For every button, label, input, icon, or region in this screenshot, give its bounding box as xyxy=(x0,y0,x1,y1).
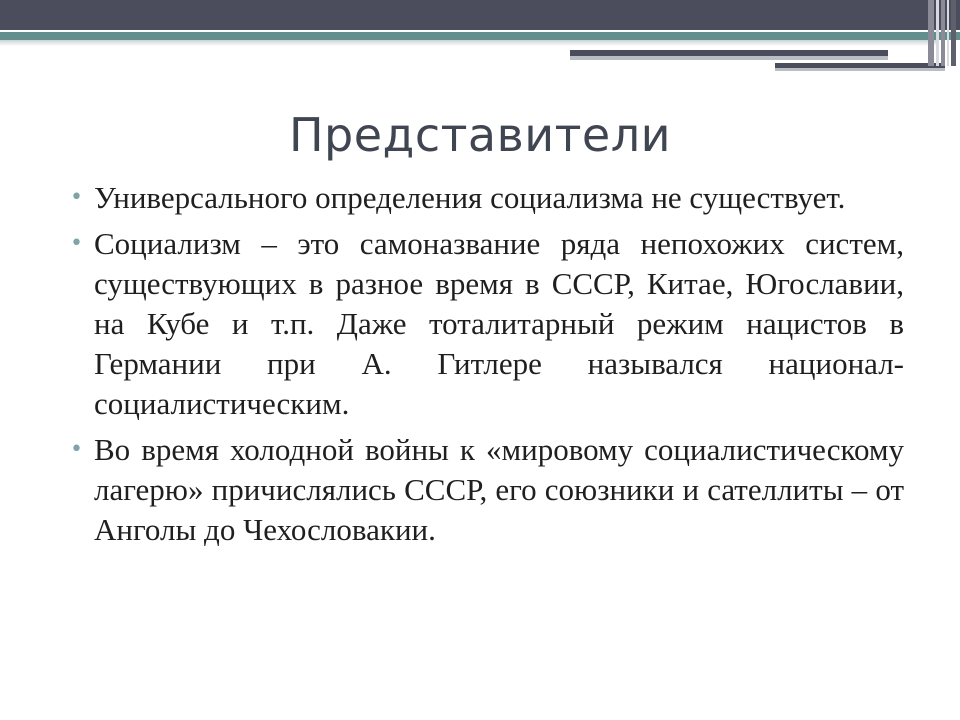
bullet-list xyxy=(70,178,904,556)
bullet-dot-icon: • xyxy=(70,437,83,462)
bullet-text: Универсального определения социализма не существует. xyxy=(94,180,846,215)
slide-title: Представители xyxy=(288,108,672,162)
bullet-dot-icon: • xyxy=(70,231,83,256)
bullet-item xyxy=(70,430,904,550)
header-stripe xyxy=(947,0,949,66)
header-stripe xyxy=(941,0,945,66)
header-teal-bar xyxy=(0,32,938,40)
header-stripe xyxy=(928,0,934,66)
header-dark-bar xyxy=(0,0,960,30)
bullet-item xyxy=(70,178,904,218)
header-accent-bar-lower-shadow xyxy=(775,68,945,71)
bullet-text: Социализм – это самоназвание ряда непохожих систем, существующих в разное время в СССР, Китае, Югославии, на Кубе и т.п. Даже тоталитарный режим нацистов в Германии при А. Гитлере назывался национал-социалистическим. xyxy=(94,226,904,421)
header-accent-bar-upper-shadow xyxy=(570,56,888,60)
bullet-text: Во время холодной войны к «мировому социалистическому лагерю» причислялись СССР, его союзники и сателлиты – от Анголы до Чехословакии. xyxy=(94,432,904,547)
header-bar-shadow xyxy=(0,40,938,46)
bullet-item xyxy=(70,224,904,424)
bullet-dot-icon: • xyxy=(70,185,83,210)
header-stripe xyxy=(951,0,956,66)
header-stripe xyxy=(936,0,939,66)
